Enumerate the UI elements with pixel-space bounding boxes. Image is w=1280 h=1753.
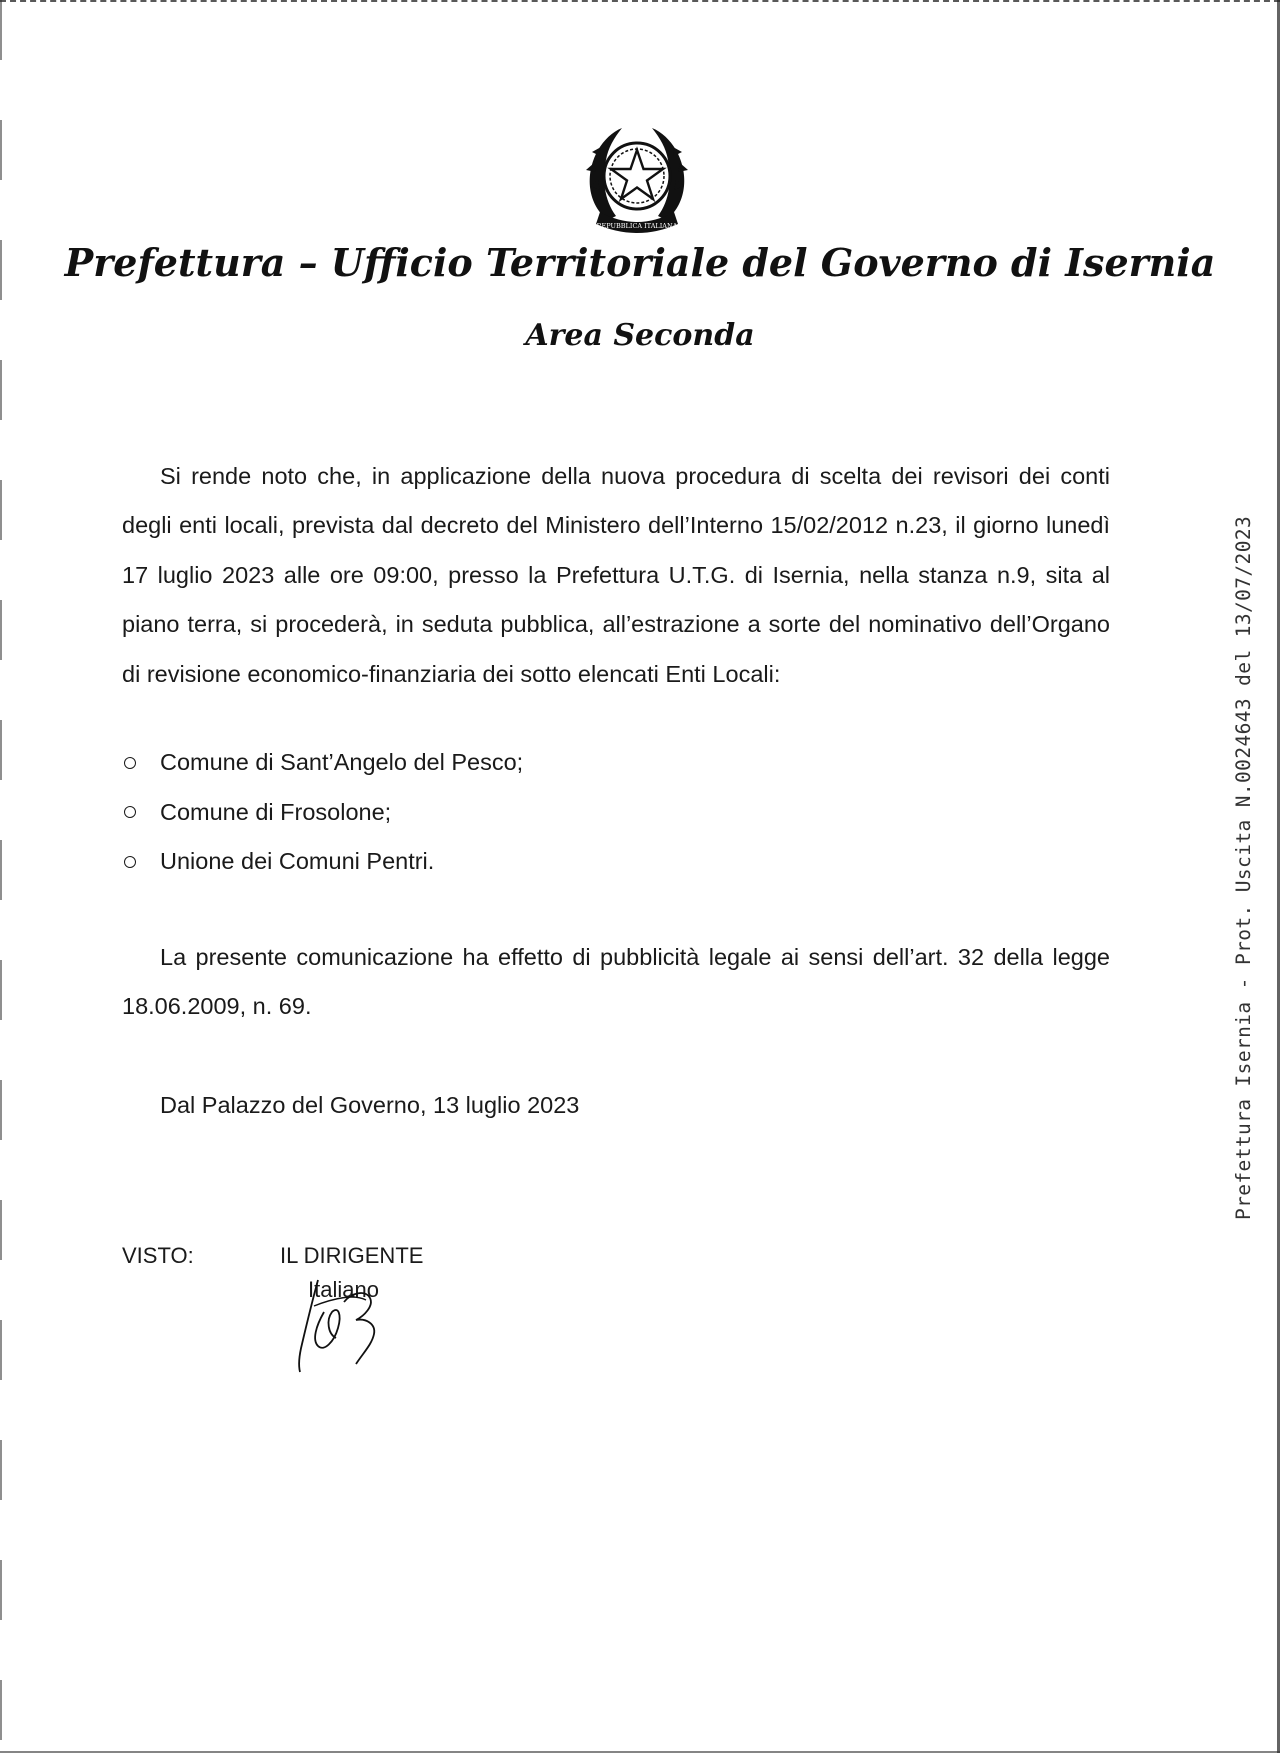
- legal-notice-paragraph: La presente comunicazione ha effetto di pubblicità legale ai sensi dell’art. 32 della legge 18.06.2009, n. 69.: [122, 944, 1110, 1020]
- scan-edge-top: [0, 0, 1280, 5]
- circle-bullet-icon: [124, 856, 136, 868]
- list-item: [122, 788, 1022, 838]
- signer-title: IL DIRIGENTE: [280, 1243, 424, 1268]
- announcement-paragraph: Si rende noto che, in applicazione della nuova procedura di scelta dei revisori dei conti degli enti locali, prevista dal decreto del Ministero dell’Interno 15/02/2012 n.23, il giorno lunedì 17 luglio 2023 alle ore 09:00, presso la Prefettura U.T.G. di Isernia, nella stanza n.9, sita al piano terra, si procederà, in seduta pubblica, all’estrazione a sorte del nominativo dell’Organo di revisione economico-finanziaria dei sotto elencati Enti Locali:: [122, 463, 1110, 687]
- circle-bullet-icon: [124, 806, 136, 818]
- entity-name: Comune di Frosolone;: [160, 798, 392, 825]
- circle-bullet-icon: [124, 757, 136, 769]
- repubblica-italiana-emblem-icon: [578, 120, 696, 240]
- list-item: [122, 738, 1022, 788]
- list-item: [122, 837, 1022, 887]
- office-title: Prefettura – Ufficio Territoriale del Governo di Isernia: [64, 240, 1216, 285]
- signer-name: Italiano: [308, 1277, 379, 1302]
- office-area-subtitle: Area Seconda: [525, 318, 755, 353]
- place-date: Dal Palazzo del Governo, 13 luglio 2023: [160, 1092, 580, 1118]
- handwritten-signature: [294, 1272, 404, 1382]
- entity-name: Comune di Sant’Angelo del Pesco;: [160, 749, 524, 775]
- protocol-stamp: Prefettura Isernia - Prot. Uscita N.0024643 del 13/07/2023: [1232, 515, 1255, 1220]
- visto-label: VISTO:: [122, 1243, 194, 1268]
- entity-name: Unione dei Comuni Pentri.: [160, 848, 435, 874]
- entities-list: [122, 738, 1022, 887]
- emblem-ribbon-text: REPUBBLICA ITALIANA: [596, 222, 678, 230]
